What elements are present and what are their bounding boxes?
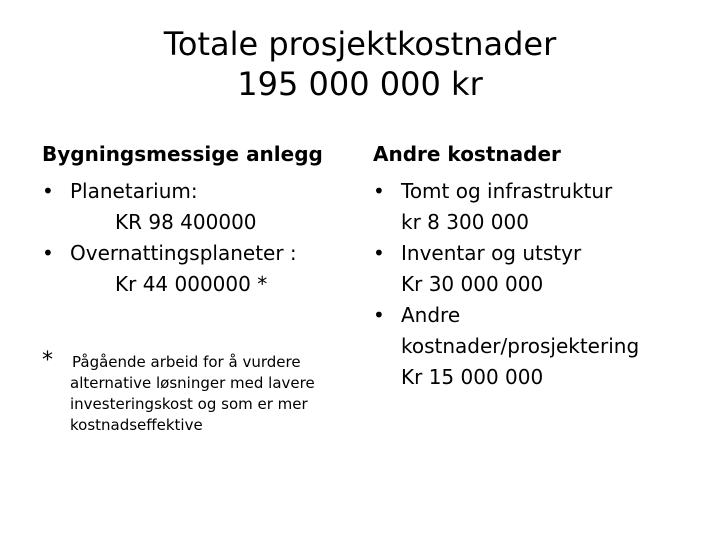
bullet-icon: • — [373, 303, 385, 327]
footnote-line: Pågående arbeid for å vurdere — [72, 353, 301, 371]
list-item-overnattingsplaneter — [42, 238, 352, 300]
item-value: kr 8 300 000 — [401, 210, 529, 234]
slide-title — [0, 24, 720, 104]
item-label: Inventar og utstyr — [401, 241, 582, 265]
item-value: Kr 44 000000 * — [115, 272, 268, 296]
list-item-tomt — [373, 176, 693, 238]
item-value: Kr 15 000 000 — [401, 365, 544, 389]
right-column-heading: Andre kostnader — [373, 142, 561, 166]
title-line-2: 195 000 000 kr — [237, 65, 483, 103]
item-label-continued: kostnader/prosjektering — [401, 334, 640, 358]
list-item-andre — [373, 300, 693, 393]
bullet-icon: • — [373, 179, 385, 203]
footnote-line: investeringskost og som er mer — [70, 395, 308, 413]
bullet-icon: • — [42, 241, 54, 265]
title-line-1: Totale prosjektkostnader — [163, 25, 557, 63]
footnote-line: alternative løsninger med lavere — [70, 374, 315, 392]
left-column-heading: Bygningsmessige anlegg — [42, 142, 323, 166]
list-item-planetarium — [42, 176, 352, 238]
item-value: KR 98 400000 — [115, 210, 257, 234]
item-label: Andre — [401, 303, 461, 327]
item-label: Overnattingsplaneter : — [70, 241, 297, 265]
bullet-icon: • — [42, 179, 54, 203]
bullet-icon: • — [373, 241, 385, 265]
footnote-marker: * — [42, 348, 53, 373]
footnote-text — [70, 352, 350, 436]
item-label: Planetarium: — [70, 179, 198, 203]
list-item-inventar — [373, 238, 693, 300]
right-bullet-list — [373, 176, 693, 393]
item-value: Kr 30 000 000 — [401, 272, 544, 296]
item-label: Tomt og infrastruktur — [401, 179, 613, 203]
left-bullet-list — [42, 176, 352, 300]
footnote-line: kostnadseffektive — [70, 416, 203, 434]
